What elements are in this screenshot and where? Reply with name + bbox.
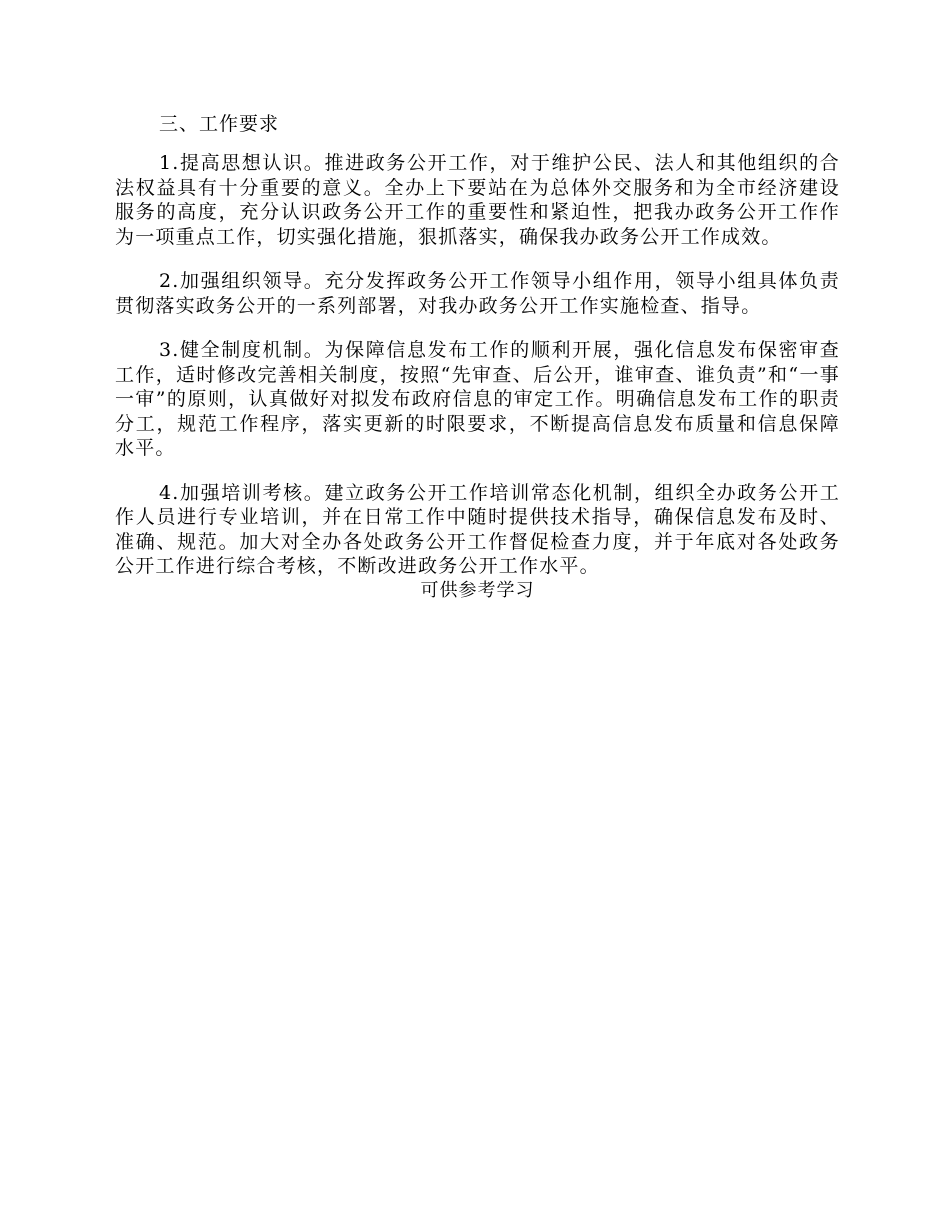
paragraph-training: 4.加强培训考核。建立政务公开工作培训常态化机制，组织全办政务公开工作人员进行专业培训，并在日常工作中随时提供技术指导，确保信息发布及时、准确、规范。加大对全办各处政务公开工作督促检查力度，并于年底对各处政务公开工作进行综合考核，不断改进政务公开工作水平。 bbox=[115, 481, 840, 577]
spacer bbox=[115, 249, 840, 269]
spacer bbox=[115, 137, 840, 151]
paragraph-ideology: 1.提高思想认识。推进政务公开工作，对于维护公民、法人和其他组织的合法权益具有十分重要的意义。全办上下要站在为总体外交服务和为全市经济建设服务的高度，充分认识政务公开工作的重要性和紧迫性，把我办政务公开工作作为一项重点工作，切实强化措施，狠抓落实，确保我办政务公开工作成效。 bbox=[115, 152, 840, 248]
spacer bbox=[115, 461, 840, 481]
paragraph-leadership: 2.加强组织领导。充分发挥政务公开工作领导小组作用，领导小组具体负责贯彻落实政务公开的一系列部署，对我办政务公开工作实施检查、指导。 bbox=[115, 270, 840, 317]
paragraph-mechanism: 3.健全制度机制。为保障信息发布工作的顺利开展，强化信息发布保密审查工作，适时修改完善相关制度，按照“先审查、后公开，谁审查、谁负责”和“一事一审”的原则，认真做好对拟发布政府信息的审定工作。明确信息发布工作的职责分工，规范工作程序，落实更新的时限要求，不断提高信息发布质量和信息保障水平。 bbox=[115, 339, 840, 459]
footer-note: 可供参考学习 bbox=[420, 579, 535, 601]
section-heading: 三、工作要求 bbox=[159, 113, 280, 135]
spacer bbox=[115, 318, 840, 338]
document-page bbox=[115, 111, 840, 603]
